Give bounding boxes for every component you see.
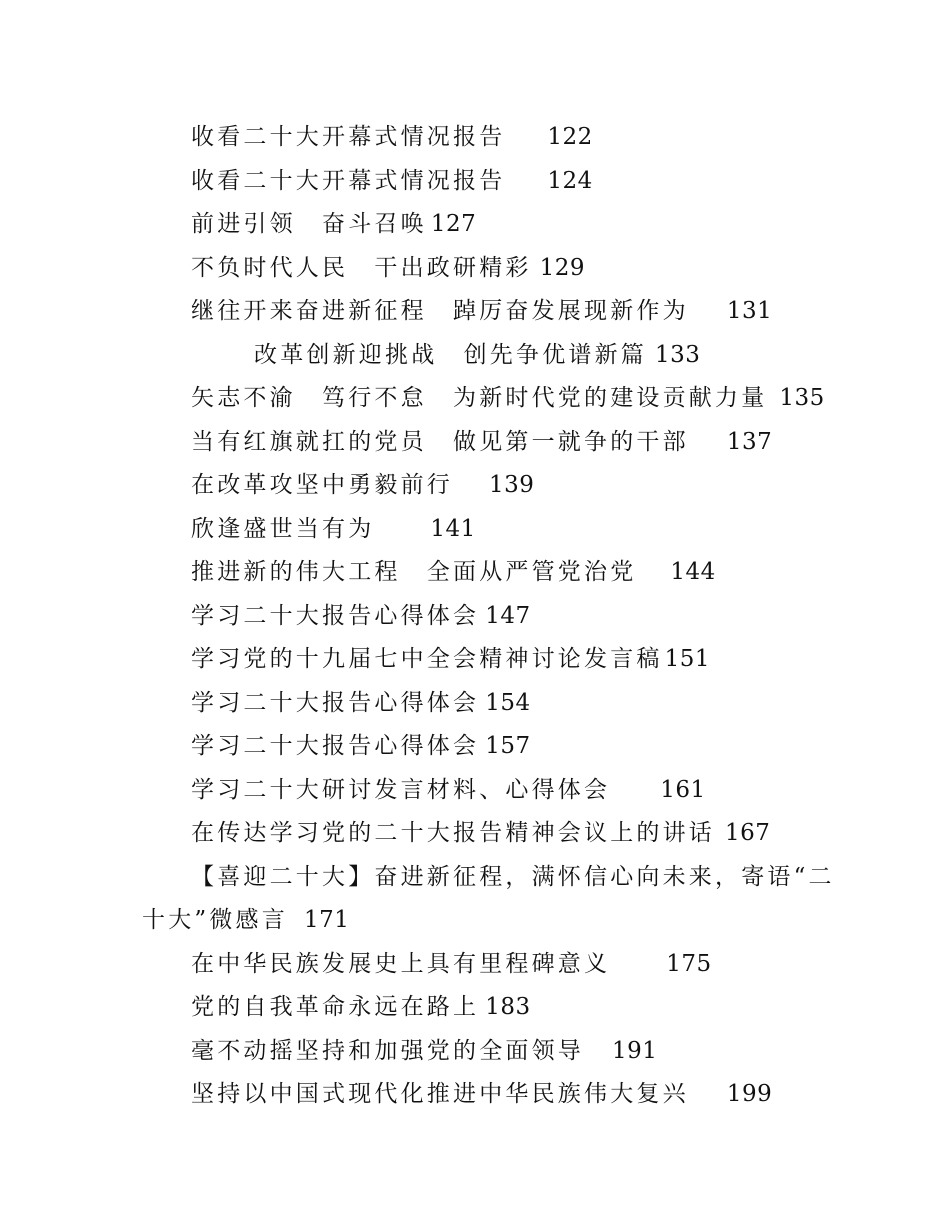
toc-entry-page: 175 xyxy=(666,950,712,977)
toc-entry[interactable] xyxy=(0,595,950,639)
toc-entry-page: 122 xyxy=(547,124,593,150)
toc-entry-page: 161 xyxy=(660,776,706,803)
toc-entry-title: 收看二十大开幕式情况报告 xyxy=(191,124,506,150)
toc-entry[interactable] xyxy=(0,116,950,160)
toc-entry-title: 改革创新迎挑战 创先争优谱新篇 xyxy=(254,341,647,368)
toc-entry-page: 131 xyxy=(726,298,773,324)
toc-entry-title: 推进新的伟大工程 全面从严管党治党 xyxy=(191,559,637,585)
toc-entry-page: 129 xyxy=(539,254,586,281)
toc-entry-page: 147 xyxy=(485,602,531,629)
toc-entry-page: 127 xyxy=(430,211,477,237)
toc-entry[interactable] xyxy=(0,290,950,334)
toc-entry-title: 学习二十大研讨发言材料、心得体会 xyxy=(191,776,611,803)
toc-entry[interactable] xyxy=(0,421,950,465)
toc-entry-page: 133 xyxy=(655,341,701,368)
toc-entry-title: 不负时代人民 干出政研精彩 xyxy=(191,254,532,281)
toc-entry[interactable] xyxy=(0,1030,950,1074)
toc-entry[interactable] xyxy=(0,638,950,682)
toc-entry[interactable] xyxy=(0,508,950,552)
toc-entry-title: 当有红旗就扛的党员 做见第一就争的干部 xyxy=(191,428,689,455)
toc-entry-title: 坚持以中国式现代化推进中华民族伟大复兴 xyxy=(191,1081,689,1107)
toc-entry-page: 144 xyxy=(670,559,716,585)
toc-entry[interactable] xyxy=(0,551,950,595)
toc-entry-page: 141 xyxy=(430,515,476,542)
toc-entry[interactable] xyxy=(0,812,950,856)
toc-entry-title: 毫不动摇坚持和加强党的全面领导 xyxy=(191,1037,584,1064)
toc-entry-title: 学习党的十九届七中全会精神讨论发言稿 xyxy=(191,646,663,672)
toc-entry[interactable] xyxy=(0,247,950,291)
toc-entry-page: 135 xyxy=(779,385,825,411)
toc-entry-page: 183 xyxy=(485,994,531,1020)
toc-entry-title: 学习二十大报告心得体会 xyxy=(191,689,480,716)
toc-entry-page: 151 xyxy=(664,646,711,672)
toc-entry-page: 154 xyxy=(485,689,531,716)
toc-entry-title: 在传达学习党的二十大报告精神会议上的讲话 xyxy=(191,820,715,846)
toc-entry-title: 学习二十大报告心得体会 xyxy=(191,733,480,759)
toc-entry-title: 继往开来奋进新征程 踔厉奋发展现新作为 xyxy=(191,298,689,324)
toc-entry[interactable] xyxy=(0,1073,950,1117)
toc-entry-title: 欣逢盛世当有为 xyxy=(191,515,375,542)
toc-entry-page: 191 xyxy=(612,1037,658,1064)
toc-entry-wrapped[interactable] xyxy=(0,856,950,900)
toc-entry[interactable] xyxy=(0,986,950,1030)
toc-entry-page: 139 xyxy=(489,472,535,498)
toc-entry-title: 学习二十大报告心得体会 xyxy=(191,602,480,629)
toc-entry-page: 124 xyxy=(547,167,593,194)
toc-entry-page: 167 xyxy=(725,820,771,846)
toc-entry-title: 党的自我革命永远在路上 xyxy=(191,994,480,1020)
toc-entry[interactable] xyxy=(0,725,950,769)
table-of-contents xyxy=(0,116,950,1117)
toc-entry[interactable] xyxy=(0,682,950,726)
toc-entry-title: 收看二十大开幕式情况报告 xyxy=(191,167,506,194)
toc-entry[interactable] xyxy=(0,160,950,204)
toc-entry-title-continued: 十大”微感言 xyxy=(142,907,288,933)
toc-entry-title: 前进引领 奋斗召唤 xyxy=(191,211,427,237)
toc-entry[interactable] xyxy=(0,334,950,378)
toc-entry[interactable] xyxy=(0,464,950,508)
toc-entry-page: 137 xyxy=(726,428,773,455)
toc-entry-title: 在中华民族发展史上具有里程碑意义 xyxy=(191,950,611,977)
toc-entry-page: 157 xyxy=(485,733,531,759)
toc-entry[interactable] xyxy=(0,203,950,247)
toc-entry[interactable] xyxy=(0,943,950,987)
toc-entry-title: 【喜迎二十大】奋进新征程，满怀信心向未来，寄语“二 xyxy=(191,863,835,890)
toc-entry-page: 171 xyxy=(303,907,350,933)
toc-entry-title: 在改革攻坚中勇毅前行 xyxy=(191,472,453,498)
toc-entry-page: 199 xyxy=(726,1081,773,1107)
toc-entry-wrapped-continuation[interactable] xyxy=(0,899,950,943)
toc-entry[interactable] xyxy=(0,377,950,421)
toc-entry[interactable] xyxy=(0,769,950,813)
toc-entry-title: 矢志不渝 笃行不怠 为新时代党的建设贡献力量 xyxy=(191,385,768,411)
